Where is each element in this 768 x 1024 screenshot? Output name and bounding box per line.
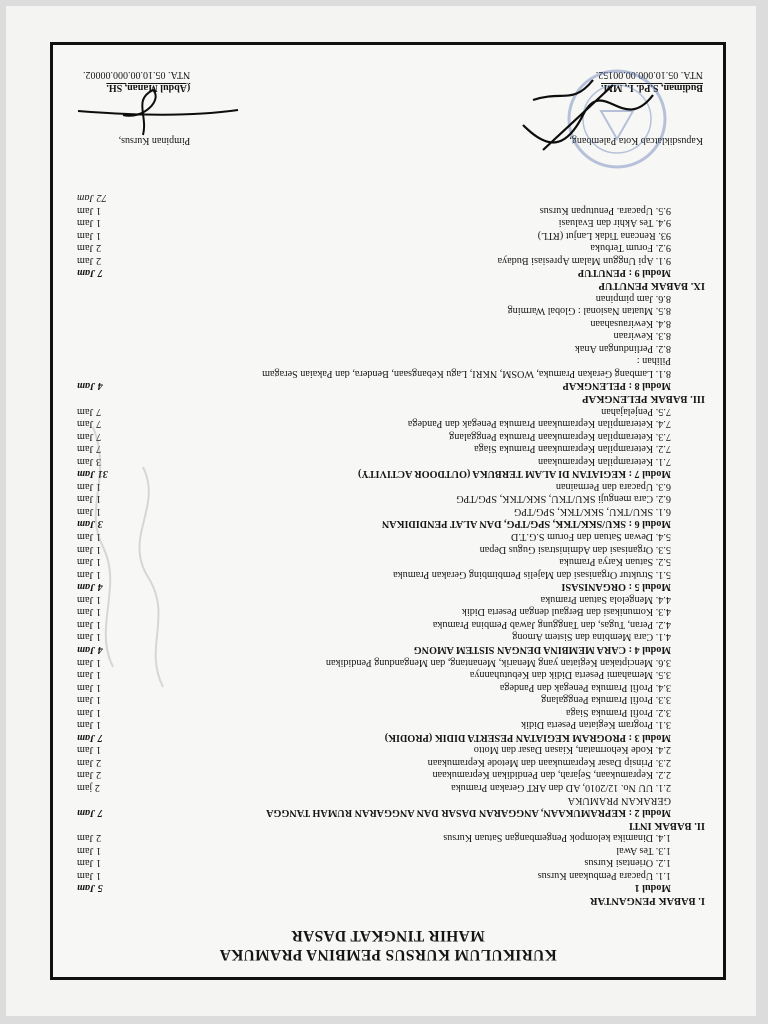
row-text: 8.4. Kewirausahaan	[590, 317, 671, 329]
row-text: 3.1. Program Kegiatan Peserta Didik	[521, 719, 671, 731]
row-hours: 2 Jam	[77, 756, 102, 768]
row-text: Modul 3 : PROGRAM KEGIATAN PESERTA DIDIK (PRODIK)	[384, 731, 671, 743]
signature-area	[53, 45, 723, 165]
row-text: 7.1. Keterampilan Kepramukaan	[538, 455, 671, 467]
row-hours: 7 Jam	[77, 267, 103, 279]
module-heading	[53, 731, 723, 744]
row-hours: 31 Jam	[77, 468, 108, 480]
row-text: Modul 6 : SKU/SKK/TKK, SPG/TPG, DAN ALAT PENDIDIKAN	[381, 518, 671, 530]
row-hours: 2 jam	[77, 782, 100, 794]
row-text: 4.2. Peran, Tugas, dan Tanggung Jawab Pembina Pramuka	[432, 618, 671, 630]
curriculum-item	[53, 304, 723, 317]
row-text: 2.1. UU No. 12/2010, AD dan ART Gerakan Pramuka	[451, 782, 671, 794]
row-text: 93. Rencana Tidak Lanjut (RTL)	[537, 229, 671, 241]
row-text: 6.3. Upacara dan Permainan	[555, 480, 671, 492]
row-text: 3.5. Memahami Peserta Didik dan Kebutuhannya	[469, 669, 671, 681]
row-hours: 7 Jam	[77, 430, 102, 442]
total-hours-row	[53, 191, 723, 204]
curriculum-item	[53, 706, 723, 719]
row-text: 8.6. Jam pimpinan	[595, 292, 671, 304]
signer-name-left: Budiman, S.Pd. I., MM.	[601, 82, 703, 93]
row-text: 7.2. Keterampilan Kepramukaan Pramuka Siaga	[474, 443, 671, 455]
row-text: Modul 2 : KEPRAMUKAAN, ANGGARAN DASAR DAN ANGGARAN RUMAH TANGGA	[266, 807, 671, 819]
row-hours: 1 Jam	[77, 694, 102, 706]
row-text: 5.4. Dewan Satuan dan Forum S.G.T.D	[511, 531, 671, 543]
row-hours: 2 Jam	[77, 832, 102, 844]
row-hours: 3 Jam	[77, 518, 103, 530]
curriculum-item	[53, 254, 723, 267]
row-text: 4.3. Komunikasi dan Bergaul dengan Peserta Didik	[461, 606, 671, 618]
curriculum-item	[53, 718, 723, 731]
row-text: 6.1. SKU/TKU, SKK/TKK, SPG/TPG	[513, 505, 671, 517]
curriculum-item	[53, 354, 723, 367]
curriculum-item	[53, 743, 723, 756]
row-hours: 1 Jam	[77, 531, 102, 543]
scanned-sheet	[6, 6, 756, 1016]
row-hours: 1 Jam	[77, 669, 102, 681]
row-hours: 7 Jam	[77, 443, 102, 455]
document-title: KURIKULUM KURSUS PEMBINA PRAMUKA	[219, 946, 557, 963]
row-hours: 1 Jam	[77, 681, 102, 693]
row-text: 3.6. Menciptakan Kegiatan yang Menarik, Menantang, dan Mengandung Pendidikan	[325, 656, 671, 668]
row-text: Modul 1	[634, 882, 671, 894]
row-text: 7.5. Penjelajahan	[601, 405, 671, 417]
module-heading	[53, 806, 723, 819]
row-text: GERAKAN PRAMUKA	[567, 794, 671, 806]
section-heading	[53, 819, 723, 832]
row-hours: 72 Jam	[77, 192, 107, 204]
curriculum-item	[53, 204, 723, 217]
row-hours: 7 Jam	[77, 418, 102, 430]
row-text: 5.3. Organisasi dan Administrasi Gugus Depan	[479, 543, 671, 555]
curriculum-item	[53, 292, 723, 305]
row-text: 3.4. Profil Pramuka Penegak dan Pandega	[499, 681, 671, 693]
row-hours: 7 Jam	[77, 807, 103, 819]
row-text: 1.4. Dinamika kelompok Pengembangan Satuan Kursus	[443, 832, 671, 844]
row-text: 3.3. Profil Pramuka Penggalang	[541, 694, 671, 706]
row-hours: 2 Jam	[77, 254, 102, 266]
row-hours: 1 Jam	[77, 568, 102, 580]
faint-handwritten-mark	[43, 387, 203, 707]
row-text: 8.3. Kewiraan	[613, 330, 671, 342]
curriculum-item	[53, 869, 723, 882]
row-text: 1.2. Orientasi Kursus	[584, 857, 671, 869]
row-text: Modul 7 : KEGIATAN DI ALAM TERBUKA (OUTDOOR ACTIVITY)	[357, 468, 671, 480]
row-text: 1.1. Upacara Pembukaan Kursus	[537, 869, 671, 881]
row-hours: 1 Jam	[77, 543, 102, 555]
row-text: II. BABAK INTI	[628, 819, 705, 831]
row-hours: 4 Jam	[77, 581, 103, 593]
row-text: 2.3. Prinsip Dasar Kepramukaan dan Metode Kepramukaan	[427, 756, 671, 768]
row-text: Modul 8 : PELENGKAP	[562, 380, 671, 392]
row-text: IX. BABAK PENUTUP	[598, 280, 705, 292]
row-text: I. BABAK PENGANTAR	[589, 895, 705, 906]
row-text: 8.5. Muatan Nasional : Global Warming	[507, 305, 671, 317]
row-text: 2.2. Kepramukaan, Sejarah, dan Pendidikan Kepramukaan	[432, 769, 671, 781]
module-heading	[53, 881, 723, 894]
row-text: 6.2. Cara menguji SKU/TKU, SKK/TKK, SPG/TPG	[456, 493, 671, 505]
module-heading	[53, 267, 723, 280]
curriculum-item	[53, 856, 723, 869]
row-hours: 2 Jam	[77, 769, 102, 781]
row-text: Modul 9 : PENUTUP	[577, 267, 671, 279]
row-text: III. BABAK PELENGKAP	[582, 393, 705, 404]
row-text: 5.1. Struktur Organisasi dan Majelis Pembimbing Gerakan Pramuka	[393, 568, 671, 580]
section-heading	[53, 279, 723, 292]
row-text: 7.3. Keterampilan Kepramukaan Pramuka Penggalang	[449, 430, 671, 442]
row-hours: 1 Jam	[77, 505, 102, 517]
curriculum-item	[53, 241, 723, 254]
curriculum-item	[53, 769, 723, 782]
section-heading	[53, 894, 723, 907]
row-hours: 1 Jam	[77, 631, 102, 643]
row-hours: 1 Jam	[77, 719, 102, 731]
curriculum-item	[53, 329, 723, 342]
signer-nta-left: NTA. 05.10.000.00.00152.	[595, 69, 703, 80]
curriculum-item	[53, 229, 723, 242]
curriculum-item	[53, 781, 723, 794]
row-hours: 1 Jam	[77, 493, 102, 505]
row-hours: 1 Jam	[77, 480, 102, 492]
row-hours: 1 Jam	[77, 744, 102, 756]
curriculum-item	[53, 317, 723, 330]
row-text: 4.4. Mengelola Satuan Pramuka	[540, 593, 671, 605]
document-subtitle: MAHIR TINGKAT DASAR	[291, 927, 485, 944]
signature-left-icon	[513, 65, 663, 155]
row-hours: 1 Jam	[77, 593, 102, 605]
row-hours: 1 Jam	[77, 869, 102, 881]
row-hours: 1 Jam	[77, 217, 102, 229]
row-hours: 1 Jam	[77, 706, 102, 718]
row-hours: 1 Jam	[77, 556, 102, 568]
curriculum-item	[53, 367, 723, 380]
signature-right-icon	[73, 85, 243, 145]
row-text: Pilihan :	[636, 355, 671, 367]
row-text: 2.4. Kode Kehormatan, Kiasan Dasar dan Motto	[473, 744, 671, 756]
row-text: 3.2. Profil Pramuka Siaga	[566, 706, 671, 718]
row-text: 8.2. Perlindungan Anak	[574, 342, 671, 354]
row-text: 7.4. Keterampilan Kepramukaan Pramuka Penegak dan Pandega	[407, 418, 671, 430]
row-text: 1.3. Tes Awal	[616, 844, 671, 856]
row-hours: 5 Jam	[77, 882, 103, 894]
row-hours: 1 Jam	[77, 656, 102, 668]
row-hours: 1 Jam	[77, 606, 102, 618]
curriculum-item	[53, 844, 723, 857]
row-hours: 1 Jam	[77, 618, 102, 630]
signer-name-right: (Abdul Manan, SH.	[106, 82, 191, 93]
row-hours: 4 Jam	[77, 644, 103, 655]
row-hours: 3 Jam	[77, 455, 102, 467]
curriculum-item	[53, 831, 723, 844]
row-text: 9.4. Tes Akhir dan Evaluasi	[558, 217, 671, 229]
row-text: Modul 5 : ORGANISASI	[561, 581, 671, 593]
row-hours: 1 Jam	[77, 844, 102, 856]
row-hours: 7 Jam	[77, 731, 103, 743]
curriculum-item	[53, 756, 723, 769]
row-hours: 1 Jam	[77, 857, 102, 869]
row-text: 5.2. Satuan Karya Pramuka	[559, 556, 671, 568]
signer-role-left: Kapusdiklatcab Kota Palembang,	[569, 135, 703, 146]
row-text: Modul 4 : CARA MEMBINA DENGAN SISTEM AMONG	[413, 644, 671, 655]
document-frame	[50, 42, 726, 980]
row-hours: 4 Jam	[77, 380, 103, 392]
curriculum-item	[53, 794, 723, 807]
signer-nta-right: NTA. 05.10.00.000.00002.	[83, 69, 191, 80]
curriculum-item	[53, 342, 723, 355]
row-hours: 2 Jam	[77, 242, 102, 254]
row-text: 8.1. Lambang Gerakan Pramuka, WOSM, NKRI, Lagu Kebangsaan, Bendera, dan Pakaian Seragam	[262, 367, 671, 379]
signer-role-right: Pimpinan Kursus,	[118, 135, 191, 146]
row-hours: 1 Jam	[77, 204, 102, 216]
row-text: 4.1. Cara Membina dan Sistem Among	[512, 631, 671, 643]
row-hours: 1 Jam	[77, 229, 102, 241]
curriculum-item	[53, 216, 723, 229]
row-hours: 7 Jam	[77, 405, 102, 417]
row-text: 9.5. Upacara. Penutupan Kursus	[539, 204, 671, 216]
row-text: 9.2. Forum Terbuka	[590, 242, 671, 254]
row-text: 9.1. Api Unggun Malam Apresiasi Budaya	[497, 254, 671, 266]
